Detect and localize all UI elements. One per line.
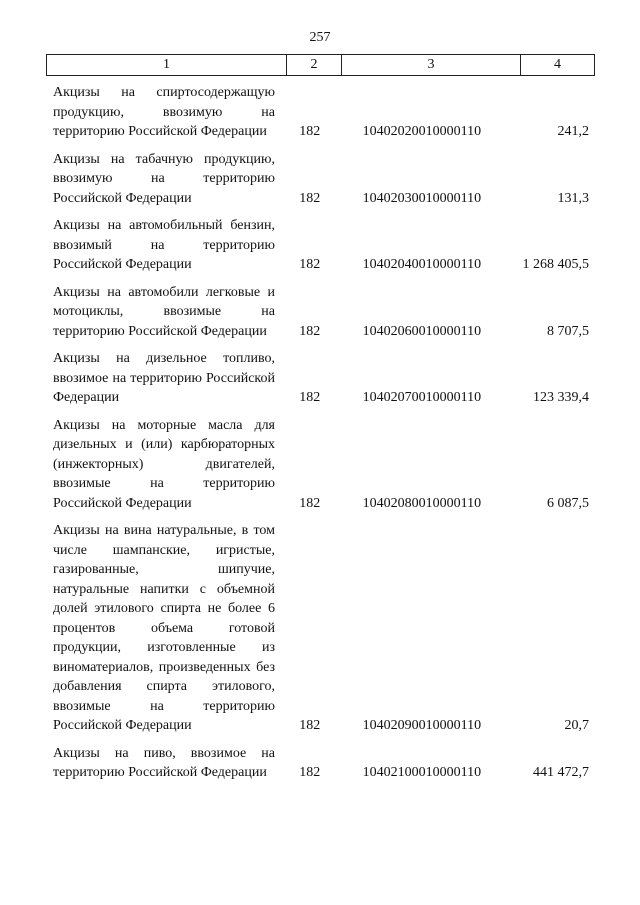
header-col-1: 1: [47, 55, 287, 76]
row-description: Акцизы на автомобильный бензин, ввозимый на территорию Российской Федерации: [53, 218, 275, 272]
row-admin-code-cell: [284, 416, 335, 522]
row-kbk-code-cell: [335, 521, 508, 744]
header-col-3: 3: [342, 55, 521, 76]
header-col-2: 2: [287, 55, 342, 76]
row-amount-cell: [508, 416, 595, 522]
row-amount: 6 087,5: [547, 495, 589, 511]
row-amount-cell: [508, 216, 595, 283]
row-amount-cell: [508, 349, 595, 416]
row-description-cell: [46, 349, 284, 416]
table-row: [46, 216, 595, 283]
row-kbk-code: 10402020010000110: [362, 124, 482, 139]
row-amount: 8 707,5: [547, 323, 589, 339]
row-admin-code-cell: [284, 150, 335, 217]
row-admin-code-cell: [284, 349, 335, 416]
row-kbk-code-cell: [335, 83, 508, 150]
row-description-cell: [46, 744, 284, 791]
row-kbk-code: 10402030010000110: [362, 190, 482, 206]
row-kbk-code: 10402070010000110: [362, 390, 482, 405]
row-admin-code: 182: [299, 257, 321, 272]
row-admin-code-cell: [284, 744, 335, 791]
table-row: [46, 150, 595, 217]
row-description: Акцизы на вина натуральные, в том числе шампанские, игристые, газированные, шипучие, натуральные напитки с объемной долей этилового спирта не более 6 процентов объема готовой продукции, изготовленные из виноматериалов, произведенных без добавления спирта этилового, ввозимые на территорию Российской Федерации: [53, 523, 275, 733]
row-kbk-code: 10402090010000110: [362, 718, 482, 733]
table-row: [46, 521, 595, 744]
row-amount-cell: [508, 150, 595, 217]
row-amount: 20,7: [564, 718, 589, 733]
row-description: Акцизы на дизельное топливо, ввозимое на территорию Российской Федерации: [53, 351, 275, 405]
row-kbk-code: 10402040010000110: [362, 257, 482, 272]
row-amount-cell: [508, 521, 595, 744]
page-number: 257: [309, 30, 331, 45]
row-description-cell: [46, 521, 284, 744]
row-description: Акцизы на пиво, ввозимое на территорию Российской Федерации: [53, 745, 275, 780]
row-amount: 441 472,7: [533, 765, 589, 780]
row-description-cell: [46, 216, 284, 283]
row-description-cell: [46, 150, 284, 217]
row-amount: 241,2: [557, 124, 589, 139]
row-kbk-code: 10402060010000110: [362, 323, 482, 339]
row-kbk-code-cell: [335, 349, 508, 416]
row-amount: 1 268 405,5: [522, 257, 589, 272]
row-admin-code-cell: [284, 283, 335, 350]
row-amount: 131,3: [557, 190, 589, 206]
row-amount-cell: [508, 744, 595, 791]
row-description: Акцизы на автомобили легковые и мотоциклы, ввозимые на территорию Российской Федерации: [53, 284, 275, 339]
row-admin-code: 182: [299, 323, 321, 339]
row-admin-code: 182: [299, 190, 321, 206]
row-description-cell: [46, 283, 284, 350]
table-row: [46, 416, 595, 522]
row-admin-code: 182: [299, 495, 321, 511]
row-admin-code: 182: [299, 124, 321, 139]
row-description: Акцизы на табачную продукцию, ввозимую на территорию Российской Федерации: [53, 151, 275, 206]
row-admin-code-cell: [284, 521, 335, 744]
header-col-4: 4: [521, 55, 595, 76]
row-kbk-code: 10402080010000110: [362, 495, 482, 511]
row-kbk-code: 10402100010000110: [362, 765, 482, 780]
row-kbk-code-cell: [335, 216, 508, 283]
row-admin-code: 182: [299, 390, 321, 405]
table-body: [46, 83, 595, 791]
row-amount: 123 339,4: [533, 390, 589, 405]
row-amount-cell: [508, 283, 595, 350]
row-admin-code: 182: [299, 718, 321, 733]
row-admin-code-cell: [284, 216, 335, 283]
row-kbk-code-cell: [335, 150, 508, 217]
row-kbk-code-cell: [335, 744, 508, 791]
row-description: Акцизы на спиртосодержащую продукцию, ввозимую на территорию Российской Федерации: [53, 85, 275, 139]
table-header: [46, 54, 595, 76]
row-admin-code-cell: [284, 83, 335, 150]
row-description-cell: [46, 416, 284, 522]
row-kbk-code-cell: [335, 283, 508, 350]
row-amount-cell: [508, 83, 595, 150]
table-row: [46, 283, 595, 350]
row-description: Акцизы на моторные масла для дизельных и (или) карбюраторных (инжекторных) двигателей, ввозимые на территорию Российской Федерации: [53, 417, 275, 511]
table-row: [46, 83, 595, 150]
table-row: [46, 744, 595, 791]
row-description-cell: [46, 83, 284, 150]
row-kbk-code-cell: [335, 416, 508, 522]
table-row: [46, 349, 595, 416]
row-admin-code: 182: [299, 765, 321, 780]
